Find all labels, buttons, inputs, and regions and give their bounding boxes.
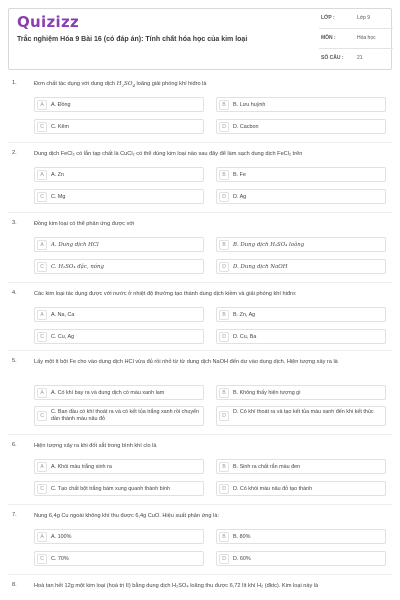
divider	[8, 282, 392, 283]
meta-panel	[319, 9, 393, 71]
worksheet-title: Trắc nghiệm Hóa 9 Bài 16 (có đáp án): Tính chất hóa học của kim loại	[17, 36, 248, 43]
meta-key: MÔN :	[321, 35, 336, 41]
option-text: C. H₂SO₄ đặc, nóng	[51, 264, 104, 270]
option-letter: C	[37, 484, 47, 494]
option-b[interactable]	[216, 97, 386, 112]
question-number: 6.	[12, 442, 17, 448]
option-b[interactable]	[216, 385, 386, 400]
option-d[interactable]	[216, 481, 386, 496]
question-number: 2.	[12, 150, 17, 156]
option-text: A. Dung dịch HCl	[51, 242, 99, 248]
option-text: A. Khói màu trắng sinh ra	[51, 464, 112, 470]
divider	[8, 350, 392, 351]
option-text: D. Có khói màu nâu đỏ tạo thành	[233, 486, 313, 492]
question-number: 8.	[12, 582, 17, 588]
option-c[interactable]	[34, 551, 204, 566]
divider	[8, 434, 392, 435]
option-letter: C	[37, 122, 47, 132]
option-text: B. Lưu huỳnh	[233, 102, 266, 108]
option-text: B. 80%	[233, 534, 251, 540]
meta-row-subject	[319, 29, 393, 49]
option-letter: C	[37, 192, 47, 202]
option-c[interactable]	[34, 189, 204, 204]
option-letter: A	[37, 100, 47, 110]
worksheet-header	[8, 8, 392, 70]
option-text: A. Đồng	[51, 102, 71, 108]
option-text: D. Có khí thoát ra và tạo kết tủa màu xanh đến khi kết thúc	[233, 409, 374, 415]
option-letter: A	[37, 310, 47, 320]
option-letter: D	[219, 122, 229, 132]
option-d[interactable]	[216, 406, 386, 426]
option-c[interactable]	[34, 406, 204, 426]
option-a[interactable]	[34, 385, 204, 400]
option-letter: A	[37, 462, 47, 472]
option-letter: C	[37, 554, 47, 564]
question-text: Lấy một ít bột Fe cho vào dung dịch HCl vừa đủ rồi nhỏ từ từ dung dịch NaOH đến dư vào dung dịch. Hiện tượng xảy ra là	[34, 359, 338, 365]
option-text: A. 100%	[51, 534, 72, 540]
option-letter: D	[219, 554, 229, 564]
option-text: B. Không thấy hiện tượng gì	[233, 390, 301, 396]
meta-row-count	[319, 49, 393, 69]
option-text: D. Cacbon	[233, 124, 259, 130]
question-number: 5.	[12, 358, 17, 364]
option-text: C. Kẽm	[51, 124, 69, 130]
option-letter: B	[219, 462, 229, 472]
option-letter: B	[219, 310, 229, 320]
option-text: D. 60%	[233, 556, 251, 562]
question-text: Hiện tượng xảy ra khi đốt sắt trong bình khí clo là	[34, 443, 157, 449]
option-letter: A	[37, 240, 47, 250]
quizizz-logo: Quizizz	[17, 13, 80, 31]
option-text: D. Dung dịch NaOH	[233, 264, 288, 270]
option-text: A. Na, Ca	[51, 312, 75, 318]
option-letter: A	[37, 532, 47, 542]
option-text: B. Dung dịch H₂SO₄ loãng	[233, 242, 305, 248]
question-text: Đồng kim loại có thể phản ứng được với	[34, 221, 135, 227]
option-text: C. Cu, Ag	[51, 334, 75, 340]
option-a[interactable]	[34, 529, 204, 544]
option-c[interactable]	[34, 481, 204, 496]
option-c[interactable]	[34, 329, 204, 344]
question-text: Hoà tan hết 12g một kim loại (hoá trị II) bằng dung dịch H₂SO₄ loãng thu được 6,72 lít khí H₂ (đktc). Kim loại này là	[34, 583, 319, 589]
meta-row-class	[319, 9, 393, 29]
option-letter: C	[37, 332, 47, 342]
meta-value: 21	[357, 55, 363, 61]
question-number: 4.	[12, 290, 17, 296]
question-number: 1.	[12, 80, 17, 86]
divider	[8, 504, 392, 505]
question-text: Đơn chất tác dụng với dung dịch $H_2SO_4$ loãng giải phóng khí hiđro là	[34, 81, 207, 89]
question-text: Dung dịch FeCl₂ có lẫn tạp chất là CuCl₂ có thể dùng kim loại nào sau đây để làm sạch dung dịch FeCl₂ trên	[34, 151, 303, 157]
option-letter: B	[219, 170, 229, 180]
option-c[interactable]	[34, 259, 204, 274]
option-b[interactable]	[216, 237, 386, 252]
option-letter: C	[37, 262, 47, 272]
option-d[interactable]	[216, 259, 386, 274]
question-number: 7.	[12, 512, 17, 518]
option-b[interactable]	[216, 307, 386, 322]
option-a[interactable]	[34, 307, 204, 322]
question-number: 3.	[12, 220, 17, 226]
option-text: D. Cu, Ba	[233, 334, 257, 340]
question-text: Nung 6,4g Cu ngoài không khí thu được 6,4g CuO. Hiệu suất phản ứng là:	[34, 513, 219, 519]
option-text: A. Có khí bay ra và dung dịch có màu xanh lam	[51, 390, 165, 396]
meta-value: Lớp 9	[357, 15, 371, 21]
option-letter: D	[219, 262, 229, 272]
option-a[interactable]	[34, 97, 204, 112]
option-c[interactable]	[34, 119, 204, 134]
question-text: Các kim loại tác dụng được với nước ở nhiệt độ thường tạo thành dung dịch kiềm và giải phóng khí hiđro:	[34, 291, 297, 297]
option-letter: B	[219, 100, 229, 110]
option-d[interactable]	[216, 119, 386, 134]
meta-key: SỐ CÂU :	[321, 55, 344, 61]
option-letter: B	[219, 240, 229, 250]
option-text: B. Sinh ra chất rắn màu đen	[233, 464, 301, 470]
option-text: C. Mg	[51, 194, 66, 200]
option-text: A. Zn	[51, 172, 64, 178]
option-d[interactable]	[216, 329, 386, 344]
option-text: C. 70%	[51, 556, 69, 562]
option-d[interactable]	[216, 551, 386, 566]
divider	[8, 212, 392, 213]
option-letter: D	[219, 484, 229, 494]
option-a[interactable]	[34, 459, 204, 474]
option-text: C. Tạo chất bột trắng bám xung quanh thành bình	[51, 486, 171, 492]
divider	[8, 142, 392, 143]
option-text: C. Ban đầu có khí thoát ra và có kết tủa trắng xanh rồi chuyển dần thành màu nâu đỏ	[51, 409, 200, 422]
option-letter: B	[219, 532, 229, 542]
divider	[8, 574, 392, 575]
option-letter: B	[219, 388, 229, 398]
option-b[interactable]	[216, 167, 386, 182]
option-letter: D	[219, 332, 229, 342]
option-letter: D	[219, 411, 229, 421]
option-letter: A	[37, 388, 47, 398]
option-text: B. Zn, Ag	[233, 312, 256, 318]
option-d[interactable]	[216, 189, 386, 204]
meta-key: LỚP :	[321, 15, 335, 21]
option-b[interactable]	[216, 459, 386, 474]
option-letter: A	[37, 170, 47, 180]
option-a[interactable]	[34, 237, 204, 252]
option-letter: C	[37, 411, 47, 421]
meta-value: Hóa học	[357, 35, 376, 41]
option-a[interactable]	[34, 167, 204, 182]
option-text: D. Ag	[233, 194, 247, 200]
option-b[interactable]	[216, 529, 386, 544]
option-letter: D	[219, 192, 229, 202]
option-text: B. Fe	[233, 172, 246, 178]
